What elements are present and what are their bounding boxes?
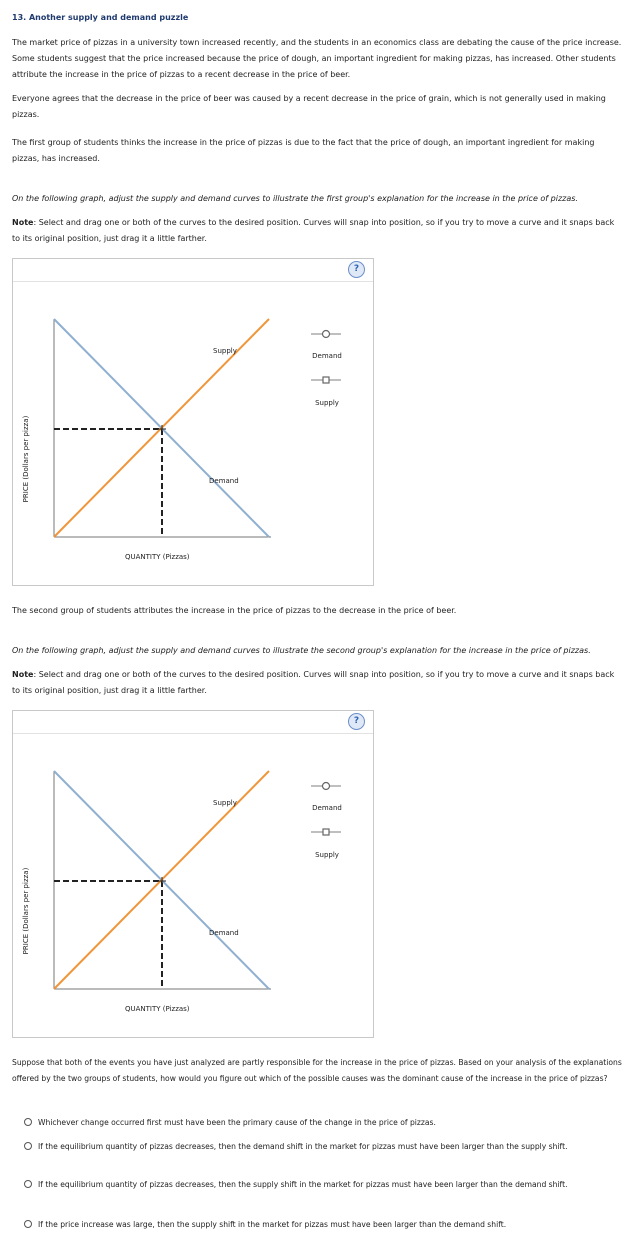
note-1 [12, 215, 622, 247]
note-label: Note [12, 218, 34, 227]
instruction-1: On the following graph, adjust the supply and demand curves to illustrate the first group's explanation for the increase in the price of pizzas. [12, 194, 578, 203]
radio-button[interactable] [24, 1118, 32, 1126]
graph-panel-1[interactable] [12, 258, 374, 586]
x-axis-label: QUANTITY (Pizzas) [125, 553, 190, 561]
note-2 [12, 667, 622, 699]
instruction-2: On the following graph, adjust the supply and demand curves to illustrate the second group's explanation for the increase in the price of pizzas. [12, 646, 591, 655]
legend-demand-label: Demand [312, 804, 342, 812]
legend-demand-icon[interactable] [323, 783, 330, 790]
question-title: 13. Another supply and demand puzzle [12, 13, 189, 22]
y-axis-label: PRICE (Dollars per pizza) [22, 415, 30, 503]
agreement-paragraph: Everyone agrees that the decrease in the price of beer was caused by a recent decrease in the price of grain, which is not generally used in making pizzas. [12, 94, 606, 119]
graph-canvas [13, 259, 375, 587]
supply-curve-label: Supply [213, 799, 237, 807]
note-label: Note [12, 670, 34, 679]
group1-paragraph: The first group of students thinks the increase in the price of pizzas is due to the fact that the price of dough, an important ingredient for making pizzas, has increased. [12, 138, 595, 163]
note-text: : Select and drag one or both of the curves to the desired position. Curves will snap into position, so if you try to move a curve and it snaps back to its original position, just drag it a little farther. [12, 218, 615, 243]
supply-curve-label: Supply [213, 347, 237, 355]
legend-supply-icon[interactable] [323, 377, 329, 383]
legend-demand-label: Demand [312, 352, 342, 360]
legend-demand-icon[interactable] [323, 331, 330, 338]
radio-button[interactable] [24, 1180, 32, 1188]
legend-supply-label: Supply [315, 399, 339, 407]
graph-canvas [13, 711, 375, 1039]
intro-paragraph: The market price of pizzas in a university town increased recently, and the students in an economics class are debating the cause of the price increase. Some students suggest that the price increased because the price of dough, an important ingredient for making pizzas, has increased. Other students attribute the increase in the price of pizzas to a recent decrease in the price of beer. [12, 38, 622, 79]
legend-supply-label: Supply [315, 851, 339, 859]
final-question: Suppose that both of the events you have just analyzed are partly responsible for the increase in the price of pizzas. Based on your analysis of the explanations offered by the two groups of students, how would you figure out which of the possible causes was the dominant cause of the increase in the price of pizzas? [12, 1058, 622, 1083]
demand-curve-label: Demand [209, 477, 239, 485]
answer-option-3[interactable]: If the equilibrium quantity of pizzas decreases, then the supply shift in the market for pizzas must have been larger than the demand shift. [38, 1177, 608, 1193]
note-text: : Select and drag one or both of the curves to the desired position. Curves will snap into position, so if you try to move a curve and it snaps back to its original position, just drag it a little farther. [12, 670, 615, 695]
demand-curve-label: Demand [209, 929, 239, 937]
answer-option-2[interactable]: If the equilibrium quantity of pizzas decreases, then the demand shift in the market for pizzas must have been larger than the supply shift. [38, 1139, 608, 1155]
radio-button[interactable] [24, 1142, 32, 1150]
y-axis-label: PRICE (Dollars per pizza) [22, 867, 30, 955]
group2-paragraph: The second group of students attributes the increase in the price of pizzas to the decrease in the price of beer. [12, 606, 457, 615]
answer-option-4[interactable]: If the price increase was large, then the supply shift in the market for pizzas must have been larger than the demand shift. [38, 1217, 608, 1233]
help-icon[interactable]: ? [348, 261, 365, 278]
graph-panel-2[interactable] [12, 710, 374, 1038]
radio-button[interactable] [24, 1220, 32, 1228]
x-axis-label: QUANTITY (Pizzas) [125, 1005, 190, 1013]
legend-supply-icon[interactable] [323, 829, 329, 835]
help-icon[interactable]: ? [348, 713, 365, 730]
answer-option-1[interactable]: Whichever change occurred first must have been the primary cause of the change in the price of pizzas. [38, 1115, 608, 1131]
